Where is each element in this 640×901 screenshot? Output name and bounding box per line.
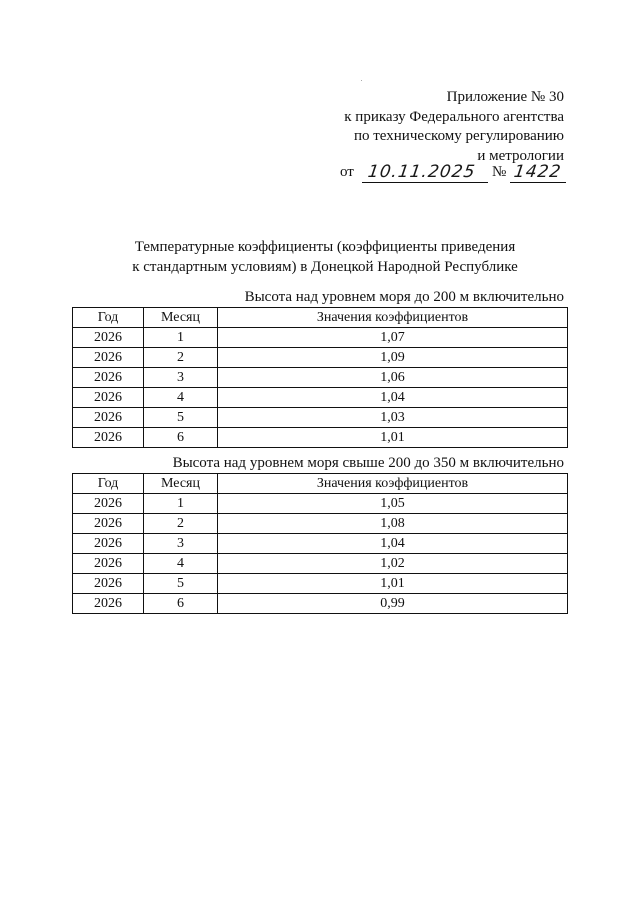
coefficients-table-1	[72, 307, 568, 448]
appendix-header	[344, 88, 564, 166]
table-row	[73, 594, 568, 614]
appendix-agency-line-2: и метрологии	[477, 147, 564, 164]
cell-month: 3	[144, 368, 218, 388]
table-row	[73, 368, 568, 388]
cell-year: 2026	[73, 348, 144, 368]
cell-month: 5	[144, 574, 218, 594]
cell-value: 0,99	[218, 594, 568, 614]
order-number-underline	[510, 182, 566, 183]
cell-value: 1,08	[218, 514, 568, 534]
table-row	[73, 534, 568, 554]
cell-month: 1	[144, 494, 218, 514]
header-year: Год	[73, 308, 144, 328]
header-year: Год	[73, 474, 144, 494]
cell-month: 2	[144, 348, 218, 368]
table-row	[73, 408, 568, 428]
cell-year: 2026	[73, 554, 144, 574]
appendix-agency-line: по техническому регулированию	[353, 128, 564, 144]
table-row	[73, 494, 568, 514]
table-row	[73, 554, 568, 574]
cell-value: 1,02	[218, 554, 568, 574]
table-row	[73, 428, 568, 448]
cell-month: 5	[144, 408, 218, 428]
order-number-prefix: №	[492, 164, 507, 180]
table-header-row	[73, 308, 568, 328]
table-row	[73, 328, 568, 348]
cell-value: 1,07	[218, 328, 568, 348]
order-number-handwritten: 1422	[512, 162, 563, 182]
cell-year: 2026	[73, 408, 144, 428]
cell-month: 4	[144, 388, 218, 408]
table-1-caption: Высота над уровнем моря до 200 м включительно	[244, 289, 564, 305]
order-date-handwritten: 10.11.2025	[366, 162, 477, 182]
cell-year: 2026	[73, 574, 144, 594]
scan-speck	[361, 80, 362, 81]
coefficients-table-2	[72, 473, 568, 614]
cell-year: 2026	[73, 534, 144, 554]
cell-year: 2026	[73, 594, 144, 614]
order-date-underline	[362, 182, 488, 183]
table-header-row	[73, 474, 568, 494]
table-row	[73, 514, 568, 534]
cell-year: 2026	[73, 368, 144, 388]
table-2-caption: Высота над уровнем моря свыше 200 до 350 м включительно	[172, 455, 564, 471]
appendix-number: Приложение № 30	[446, 89, 564, 105]
document-title-line-1: Температурные коэффициенты (коэффициенты приведения	[134, 239, 516, 255]
cell-month: 2	[144, 514, 218, 534]
header-value: Значения коэффициентов	[218, 308, 568, 328]
cell-year: 2026	[73, 428, 144, 448]
cell-year: 2026	[73, 514, 144, 534]
cell-month: 3	[144, 534, 218, 554]
cell-year: 2026	[73, 494, 144, 514]
cell-value: 1,06	[218, 368, 568, 388]
header-month: Месяц	[144, 308, 218, 328]
cell-month: 4	[144, 554, 218, 574]
header-month: Месяц	[144, 474, 218, 494]
order-date-prefix: от	[340, 164, 354, 180]
cell-month: 6	[144, 594, 218, 614]
cell-year: 2026	[73, 328, 144, 348]
table-row	[73, 388, 568, 408]
document-title-line-2: к стандартным условиям) в Донецкой Народной Республике	[132, 259, 518, 275]
cell-value: 1,04	[218, 534, 568, 554]
cell-month: 1	[144, 328, 218, 348]
cell-value: 1,01	[218, 574, 568, 594]
table-row	[73, 348, 568, 368]
cell-month: 6	[144, 428, 218, 448]
order-reference	[340, 164, 568, 186]
cell-value: 1,05	[218, 494, 568, 514]
cell-value: 1,09	[218, 348, 568, 368]
cell-value: 1,04	[218, 388, 568, 408]
table-row	[73, 574, 568, 594]
document-title	[110, 237, 540, 277]
cell-value: 1,03	[218, 408, 568, 428]
appendix-order-line: к приказу Федерального агентства	[344, 108, 564, 125]
header-value: Значения коэффициентов	[218, 474, 568, 494]
cell-year: 2026	[73, 388, 144, 408]
cell-value: 1,01	[218, 428, 568, 448]
